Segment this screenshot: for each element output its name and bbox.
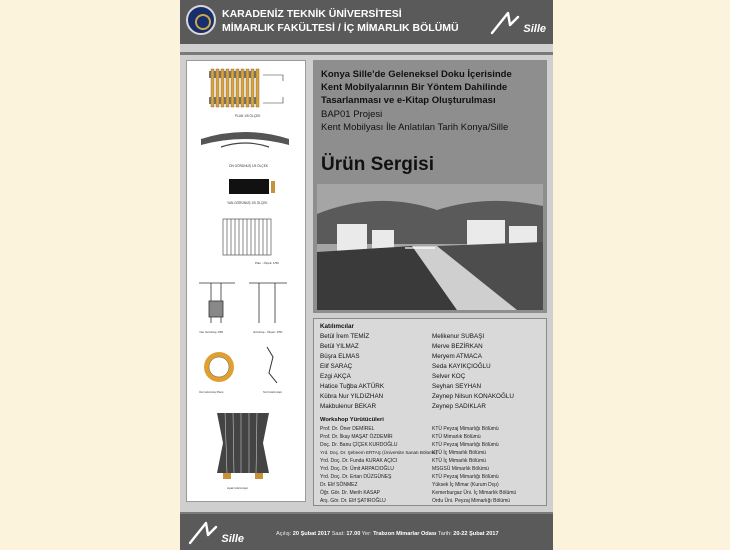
participant-name: Meryem ATMACA (432, 353, 482, 360)
participant-name: Hatice Tuğba AKTÜRK (320, 383, 385, 390)
dates-label: Tarih: (437, 531, 452, 537)
shelter-elevations (199, 283, 287, 323)
back-profile-drawing (267, 347, 277, 383)
workshop-person: Yrd. Doç. Dr. Şebnem ERTAŞ (Üniversite Sanatı Bölümü) (320, 450, 438, 455)
sille-logo-icon (186, 517, 244, 547)
project-title-line-2: Kent Mobilyalarının Bir Yöntem Dahilinde (321, 82, 508, 93)
drawing-label: Plan - Ölçek: 1/50 (255, 261, 279, 265)
poster-footer (180, 514, 553, 550)
project-title-line-3: Tasarlanması ve e-Kitap Oluşturulması (321, 95, 496, 106)
workshop-person: Yrd. Doç. Dr. Funda KURAK AÇICI (320, 458, 398, 464)
workshop-affiliation: KTÜ Peyzaj Mimarlığı Bölümü (432, 442, 499, 448)
opening-time: 17.00 (346, 531, 361, 537)
drawing-label: Görünüş - Ölçek: 1/50 (253, 330, 283, 334)
workshop-affiliation: KTÜ Peyzaj Mimarlığı Bölümü (432, 426, 499, 432)
project-title-line-1: Konya Sille'de Geleneksel Doku İçerisinde (321, 69, 512, 80)
bench-side-drawing (229, 179, 269, 194)
participant-name: Merve BEZİRKAN (432, 343, 483, 350)
sunburst-top-view-drawing (204, 352, 234, 382)
furniture-drawings (187, 61, 305, 501)
header-divider (180, 52, 553, 55)
participant-name: Seda KAYIKÇIOĞLU (432, 363, 491, 370)
participant-name: Ezgi AKÇA (320, 373, 351, 380)
exhibition-dates: 20-22 Şubat 2017 (453, 531, 499, 537)
project-program: BAP01 Projesi (321, 109, 383, 120)
barrel-module-drawing (217, 413, 269, 479)
workshop-affiliation: KTÜ Mimarlık Bölümü (432, 434, 481, 440)
opening-label: Açılış: (276, 531, 292, 537)
university-seal-icon (186, 5, 216, 35)
university-name: KARADENİZ TEKNİK ÜNİVERSİTESİ (222, 8, 402, 20)
bench-plan-drawing (209, 69, 283, 107)
drawing-label: YAN GÖRÜNÜŞ 1/5 ÖLÇEK (227, 201, 268, 205)
participant-name: Büşra ELMAS (320, 353, 360, 360)
drawing-label: ÖN GÖRÜNÜŞ 1/5 ÖLÇEK (229, 164, 268, 168)
faculty-name: MİMARLIK FAKÜLTESİ / İÇ MİMARLIK BÖLÜMÜ (222, 22, 459, 34)
workshop-person: Arş. Gör. Dr. Elif ŞATIROĞLU (320, 498, 386, 504)
workshop-person: Dr. Elif SÖNMEZ (320, 482, 358, 488)
workshop-person: Yrd. Doç. Dr. Ümit ARPACIOĞLU (320, 466, 394, 472)
place-label: Yer: (361, 531, 372, 537)
sille-street-photo (317, 184, 543, 310)
participant-name: Zeynep Nilsun KONAKOĞLU (432, 393, 514, 400)
workshop-affiliation: KTÜ İç Mimarlık Bölümü (432, 458, 486, 464)
participant-name: Melikenur SUBAŞI (432, 333, 485, 340)
participant-name: Selver KOÇ (432, 373, 466, 380)
header-logo-text: Sille (523, 23, 546, 35)
sille-logo-icon (488, 7, 546, 37)
project-title-panel (313, 60, 547, 313)
workshop-affiliation: Kemerburgaz Üni. İç Mimarlık Bölümü (432, 490, 517, 496)
opening-date: 20 Şubat 2017 (292, 531, 331, 537)
participant-name: Seyhan SEYHAN (432, 383, 482, 390)
workshop-affiliation: MSGSÜ Mimarlık Bölümü (432, 466, 489, 472)
exhibit-title: Ürün Sergisi (321, 154, 434, 175)
poster-header (180, 0, 553, 44)
footer-logo-text: Sille (221, 533, 244, 545)
participant-name: Betül İrem TEMİZ (320, 333, 370, 340)
workshop-affiliation: Ordu Üni. Peyzaj Mimarlığı Bölümü (432, 498, 511, 504)
slat-module-drawing (223, 219, 271, 255)
poster (180, 0, 553, 550)
participants-panel (313, 318, 547, 506)
project-subtitle: Kent Mobilyası İle Anlatılan Tarih Konya/Sille (321, 122, 509, 133)
time-label: Saat: (331, 531, 345, 537)
workshop-person: Öğr. Gör. Dr. Merih KASAP (320, 490, 381, 496)
drawing-label: Sırt Görünüşü (263, 390, 282, 394)
exhibition-place: Trabzon Mimarlar Odası (373, 531, 437, 537)
workshop-person: Yrd. Doç. Dr. Ertan DÜZGÜNEŞ (320, 474, 392, 480)
workshop-heading: Workshop Yürütücüleri (320, 417, 384, 423)
participants-heading: Katılımcılar (320, 323, 354, 330)
workshop-affiliation: KTÜ İç Mimarlık Bölümü (432, 450, 486, 456)
technical-drawings-panel (186, 60, 306, 502)
curved-bench-drawing (201, 132, 289, 147)
exhibition-info (276, 531, 499, 537)
drawing-label: Ayak Görünüşü (227, 486, 248, 490)
workshop-person: Prof. Dr. İlkay MAŞAT ÖZDEMİR (320, 434, 393, 440)
drawing-label: PLAN 1/5 ÖLÇEK (235, 114, 261, 118)
workshop-person: Doç. Dr. Banu ÇİÇEK KURDOĞLU (320, 442, 398, 448)
participant-name: Elif SARAÇ (320, 363, 353, 370)
workshop-affiliation: KTÜ Peyzaj Mimarlığı Bölümü (432, 474, 499, 480)
participant-name: Betül YILMAZ (320, 343, 359, 350)
workshop-person: Prof. Dr. Öner DEMİREL (320, 426, 375, 432)
participant-name: Kübra Nur YILDIZHAN (320, 393, 384, 400)
workshop-affiliation: Yüksek İç Mimar (Kurum Dışı) (432, 482, 499, 488)
participant-name: Makbulenur BEKAR (320, 403, 376, 410)
participant-name: Zeynep SADIKLAR (432, 403, 486, 410)
drawing-label: Üst Görünüş Planı (199, 390, 224, 394)
drawing-label: Yan Görünüş 1/50 (199, 330, 224, 334)
